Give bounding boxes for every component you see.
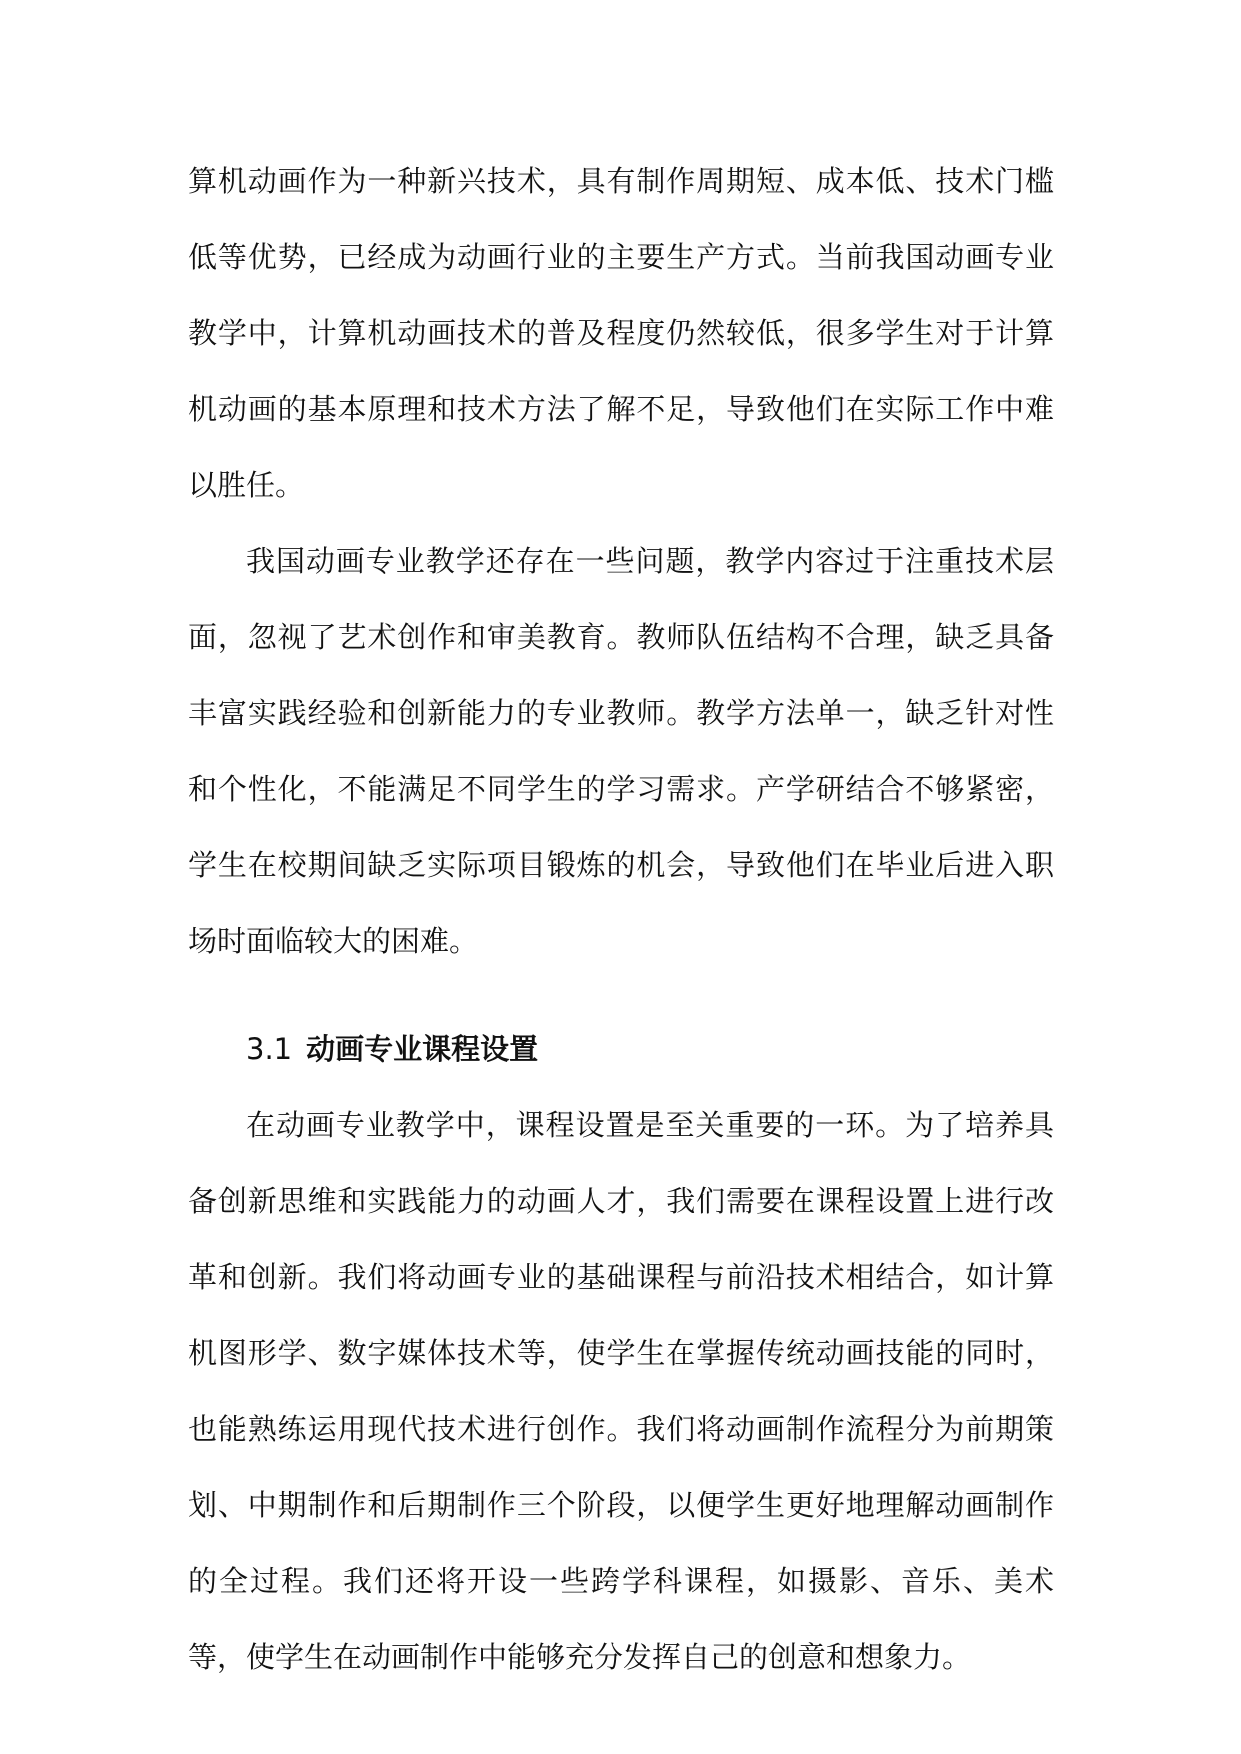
paragraph-continued: 算机动画作为一种新兴技术，具有制作周期短、成本低、技术门槛低等优势，已经成为动画行业的主要生产方式。当前我国动画专业教学中，计算机动画技术的普及程度仍然较低，很多学生对于计算机动画的基本原理和技术方法了解不足，导致他们在实际工作中难以胜任。 [188, 164, 1054, 502]
section-heading [188, 1011, 1054, 1087]
paragraph-curriculum: 在动画专业教学中，课程设置是至关重要的一环。为了培养具备创新思维和实践能力的动画人才，我们需要在课程设置上进行改革和创新。我们将动画专业的基础课程与前沿技术相结合，如计算机图形学、数字媒体技术等，使学生在掌握传统动画技能的同时，也能熟练运用现代技术进行创作。我们将动画制作流程分为前期策划、中期制作和后期制作三个阶段，以便学生更好地理解动画制作的全过程。我们还将开设一些跨学科课程，如摄影、音乐、美术等，使学生在动画制作中能够充分发挥自己的创意和想象力。 [188, 1108, 1054, 1674]
section-number: 3.1 [246, 1032, 293, 1066]
section-title: 动画专业课程设置 [306, 1032, 539, 1066]
paragraph-problems: 我国动画专业教学还存在一些问题，教学内容过于注重技术层面，忽视了艺术创作和审美教育。教师队伍结构不合理，缺乏具备丰富实践经验和创新能力的专业教师。教学方法单一，缺乏针对性和个性化，不能满足不同学生的学习需求。产学研结合不够紧密，学生在校期间缺乏实际项目锻炼的机会，导致他们在毕业后进入职场时面临较大的困难。 [188, 544, 1054, 958]
document-body [188, 143, 1054, 1695]
